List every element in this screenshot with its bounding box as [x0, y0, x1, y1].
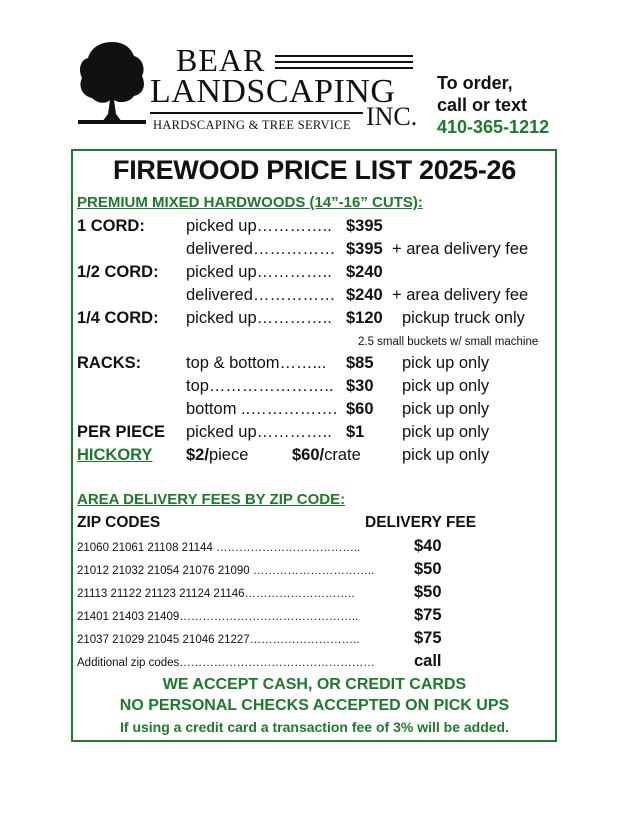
hardwoods-heading: PREMIUM MIXED HARDWOODS (14”-16” CUTS):	[77, 194, 423, 211]
racks-tb-note: pick up only	[402, 354, 490, 372]
hickory-piece-unit: piece	[208, 446, 249, 464]
half-del-note: + area delivery fee	[392, 286, 529, 304]
zip-row-5: 21037 21029 21045 21046 21227………………………..	[77, 634, 360, 646]
quarter-pick-price: $120	[346, 309, 383, 327]
racks-tb-price: $85	[346, 354, 374, 372]
col-fee-header: DELIVERY FEE	[365, 514, 477, 531]
zip-row-2: 21012 21032 21054 21076 21090 …………………………..	[77, 565, 375, 577]
hickory-label: HICKORY	[77, 446, 153, 464]
brand-underline	[150, 112, 363, 114]
footer-line3: If using a credit card a transaction fee of 3% will be added.	[120, 719, 509, 735]
hickory-piece-price: $2/	[186, 446, 209, 464]
fee-row-1: $40	[414, 537, 442, 555]
quarter-label: 1/4 CORD:	[77, 309, 159, 327]
cord1-del-price: $395	[346, 240, 383, 258]
quarter-pick: picked up…………..	[186, 309, 332, 327]
zip-row-4: 21401 21403 21409………………………………………..	[77, 611, 359, 623]
brand-inc: INC.	[366, 102, 418, 131]
fee-row-5: $75	[414, 629, 442, 647]
zip-row-6: Additional zip codes……………………………………………	[77, 657, 375, 669]
piece-label: PER PIECE	[77, 423, 166, 441]
hickory-piece	[186, 446, 248, 465]
order-line1: To order,	[437, 73, 513, 93]
racks-bottom-price: $60	[346, 400, 374, 418]
footer-line2: NO PERSONAL CHECKS ACCEPTED ON PICK UPS	[119, 697, 510, 714]
footer-line1: WE ACCEPT CASH, OR CREDIT CARDS	[162, 676, 467, 693]
half-del-price: $240	[346, 286, 383, 304]
hickory-crate-unit: crate	[324, 446, 361, 464]
zip-row-3: 21113 21122 21123 21124 21146………………………..	[77, 588, 355, 600]
fee-row-6: call	[414, 652, 442, 670]
half-pick: picked up…………..	[186, 263, 332, 281]
phone-number[interactable]: 410-365-1212	[437, 117, 550, 137]
brand-top: BEAR	[176, 42, 266, 78]
piece-price: $1	[346, 423, 365, 441]
racks-tb: top & bottom……...	[186, 354, 327, 372]
half-label: 1/2 CORD:	[77, 263, 159, 281]
brand-main: LANDSCAPING	[150, 73, 396, 110]
cord1-del-note: + area delivery fee	[392, 240, 529, 258]
quarter-small-note: 2.5 small buckets w/ small machine	[358, 336, 539, 348]
cord1-pick: picked up…………..	[186, 217, 332, 235]
half-del: delivered……………	[186, 286, 336, 304]
order-info	[437, 72, 549, 138]
racks-top: top…………………..	[186, 377, 334, 395]
racks-top-note: pick up only	[402, 377, 490, 395]
half-pick-price: $240	[346, 263, 383, 281]
cord1-label: 1 CORD:	[77, 217, 145, 235]
racks-bottom-note: pick up only	[402, 400, 490, 418]
col-zip-header: ZIP CODES	[77, 514, 161, 531]
hickory-crate	[292, 446, 361, 465]
page-title: FIREWOOD PRICE LIST 2025-26	[113, 155, 516, 185]
brand-lines	[275, 55, 413, 73]
brand-sub: HARDSCAPING & TREE SERVICE	[153, 118, 351, 132]
hickory-crate-price: $60/	[292, 446, 325, 464]
cord1-pick-price: $395	[346, 217, 383, 235]
quarter-note: pickup truck only	[402, 309, 525, 327]
tree-logo-icon	[78, 40, 146, 126]
zip-row-1: 21060 21061 21108 21144 ………………………………..	[77, 542, 361, 554]
piece-note: pick up only	[402, 423, 490, 441]
racks-label: RACKS:	[77, 354, 142, 372]
cord1-del: delivered……………	[186, 240, 336, 258]
fee-row-2: $50	[414, 560, 442, 578]
piece-pick: picked up…………..	[186, 423, 332, 441]
fee-row-4: $75	[414, 606, 442, 624]
delivery-heading: AREA DELIVERY FEES BY ZIP CODE:	[77, 491, 346, 508]
fee-row-3: $50	[414, 583, 442, 601]
hickory-note: pick up only	[402, 446, 490, 464]
racks-top-price: $30	[346, 377, 374, 395]
header	[0, 0, 629, 150]
order-line2: call or text	[437, 95, 528, 115]
racks-bottom: bottom ..…………….	[186, 400, 338, 418]
